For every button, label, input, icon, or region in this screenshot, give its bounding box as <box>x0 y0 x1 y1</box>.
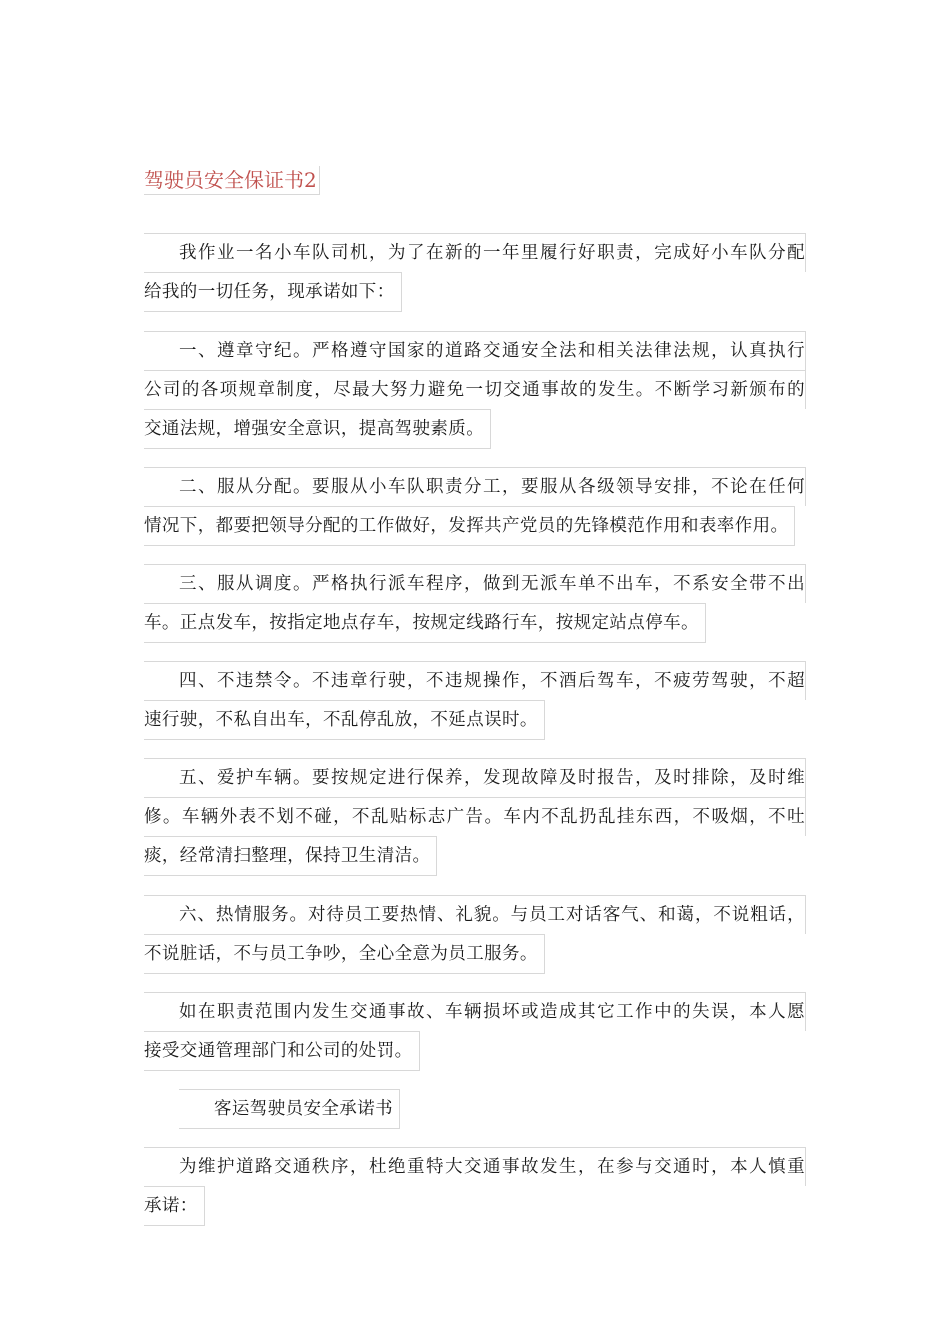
paragraph-line: 修。车辆外表不划不碰，不乱贴标志广告。车内不乱扔乱挂东西，不吸烟，不吐 <box>144 797 806 836</box>
paragraph-line: 一、遵章守纪。严格遵守国家的道路交通安全法和相关法律法规，认真执行 <box>144 331 806 370</box>
paragraph-line: 速行驶，不私自出车，不乱停乱放，不延点误时。 <box>144 700 545 740</box>
paragraph-line: 痰，经常清扫整理，保持卫生清洁。 <box>144 836 437 876</box>
paragraph <box>144 233 806 327</box>
paragraph-line: 我作业一名小车队司机，为了在新的一年里履行好职责，完成好小车队分配 <box>144 233 806 272</box>
paragraph-line: 为维护道路交通秩序，杜绝重特大交通事故发生，在参与交通时，本人慎重 <box>144 1147 806 1186</box>
paragraph-line: 四、不违禁令。不违章行驶，不违规操作，不酒后驾车，不疲劳驾驶，不超 <box>144 661 806 700</box>
paragraph <box>144 992 806 1086</box>
paragraph-line: 六、热情服务。对待员工要热情、礼貌。与员工对话客气、和蔼，不说粗话， <box>144 895 806 934</box>
paragraph <box>144 758 806 891</box>
paragraph-line: 接受交通管理部门和公司的处罚。 <box>144 1031 420 1071</box>
paragraph-line: 客运驾驶员安全承诺书 <box>179 1089 400 1129</box>
paragraph <box>144 661 806 755</box>
paragraph <box>144 895 806 989</box>
paragraph <box>144 564 806 658</box>
paragraph-line: 情况下，都要把领导分配的工作做好，发挥共产党员的先锋模范作用和表率作用。 <box>144 506 795 546</box>
document-title: 驾驶员安全保证书2 <box>144 166 320 195</box>
paragraph-line: 给我的一切任务，现承诺如下： <box>144 272 402 312</box>
paragraph <box>144 1147 806 1241</box>
paragraph-line: 如在职责范围内发生交通事故、车辆损坏或造成其它工作中的失误，本人愿 <box>144 992 806 1031</box>
paragraph-line: 公司的各项规章制度，尽最大努力避免一切交通事故的发生。不断学习新颁布的 <box>144 370 806 409</box>
paragraph-line: 三、服从调度。严格执行派车程序，做到无派车单不出车，不系安全带不出 <box>144 564 806 603</box>
paragraph-line: 交通法规，增强安全意识，提高驾驶素质。 <box>144 409 491 449</box>
paragraph-line: 二、服从分配。要服从小车队职责分工，要服从各级领导安排，不论在任何 <box>144 467 806 506</box>
paragraph <box>144 331 806 464</box>
paragraph <box>144 467 806 561</box>
paragraph-line: 车。正点发车，按指定地点存车，按规定线路行车，按规定站点停车。 <box>144 603 706 643</box>
paragraph-line: 五、爱护车辆。要按规定进行保养，发现故障及时报告，及时排除，及时维 <box>144 758 806 797</box>
paragraph <box>144 1089 806 1144</box>
paragraph-line: 不说脏话，不与员工争吵，全心全意为员工服务。 <box>144 934 545 974</box>
paragraph-line: 承诺： <box>144 1186 205 1226</box>
